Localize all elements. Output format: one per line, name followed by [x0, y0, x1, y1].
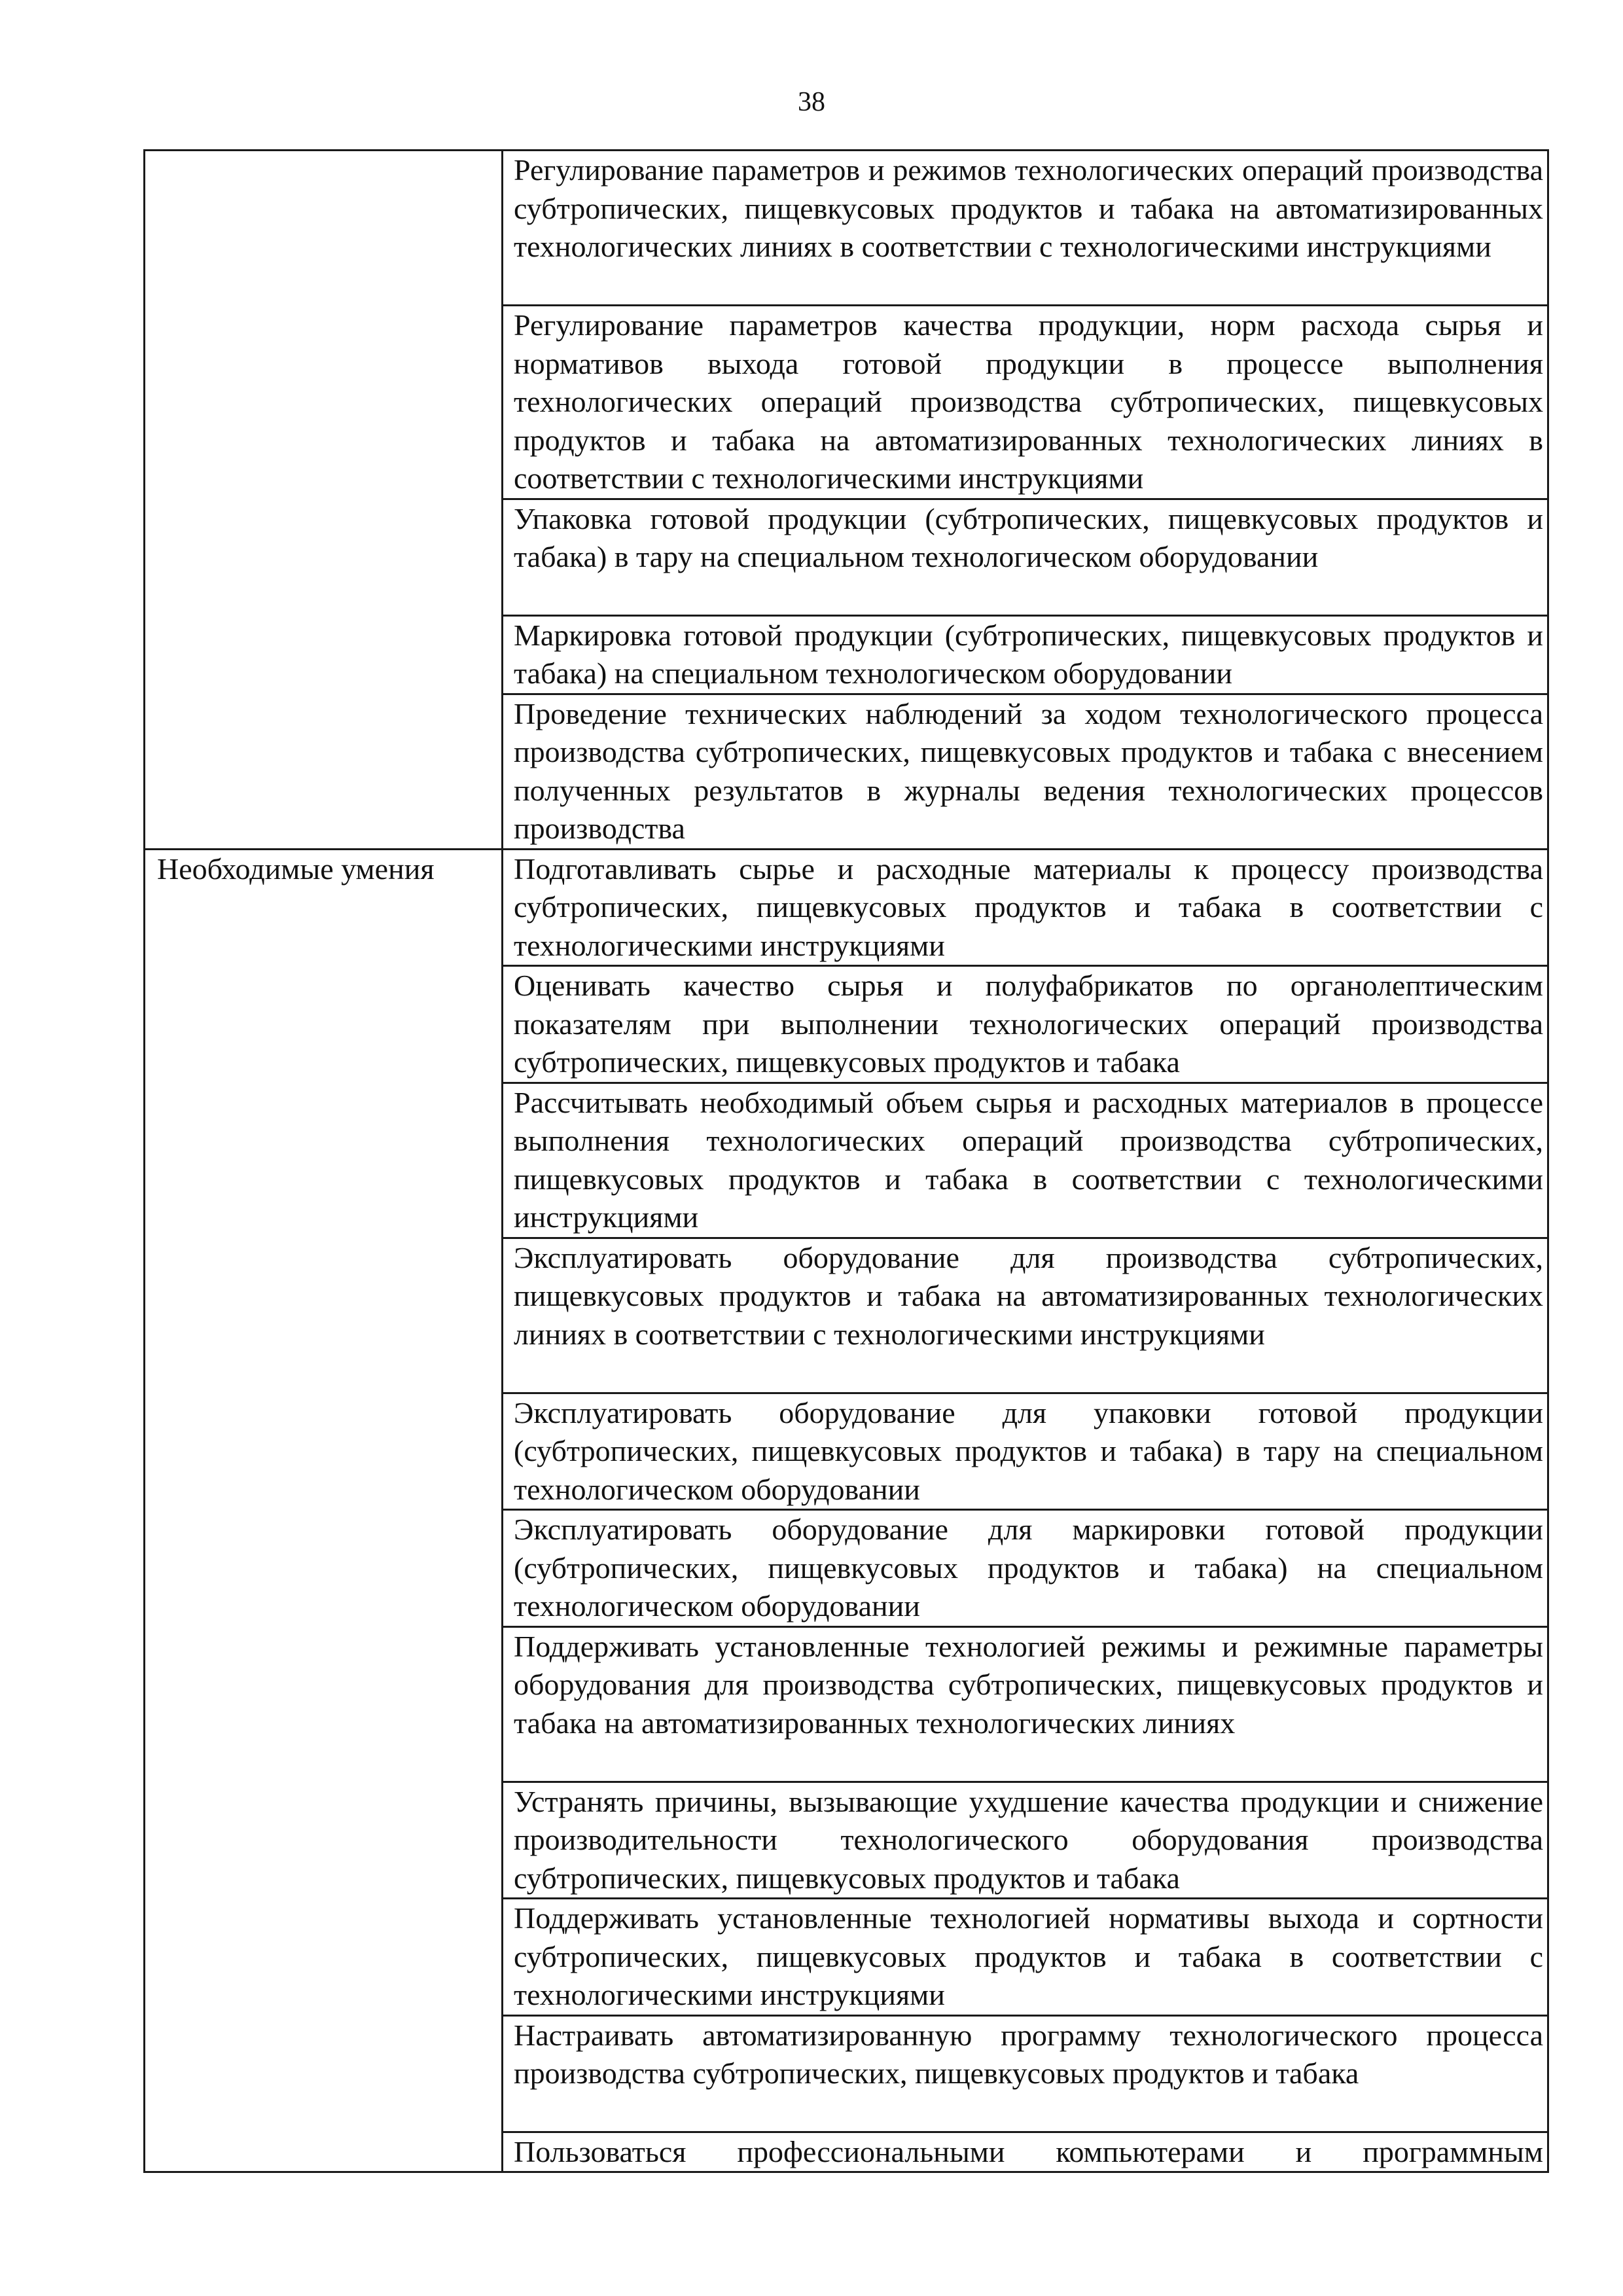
requirements-table: [143, 149, 1549, 2173]
table-cell: Рассчитывать необходимый объем сырья и расходных материалов в процессе выполнения технологических операций производства субтропических, пищевкусовых продуктов и табака в соответствии с технологическими инструкциями: [503, 1083, 1548, 1238]
table-cell: Пользоваться профессиональными компьютерами и программным: [503, 2132, 1548, 2172]
page-number: 38: [798, 87, 825, 117]
table-cell: Поддерживать установленные технологией режимы и режимные параметры оборудования для производства субтропических, пищевкусовых продуктов и табака на автоматизированных технологических линиях: [503, 1626, 1548, 1782]
table-cell: Упаковка готовой продукции (субтропических, пищевкусовых продуктов и табака) в тару на специальном технологическом оборудовании: [503, 499, 1548, 615]
table-cell: Проведение технических наблюдений за ходом технологического процесса производства субтропических, пищевкусовых продуктов и табака с внесением полученных результатов в журналы ведения технологических процессов производства: [503, 694, 1548, 849]
table-cell: Подготавливать сырье и расходные материалы к процессу производства субтропических, пищевкусовых продуктов и табака в соответствии с технологическими инструкциями: [503, 849, 1548, 966]
table-cell: Регулирование параметров качества продукции, норм расхода сырья и нормативов выхода готовой продукции в процессе выполнения технологических операций производства субтропических, пищевкусовых продуктов и табака на автоматизированных технологических линиях в соответствии с технологическими инструкциями: [503, 306, 1548, 499]
table-row: [145, 151, 1548, 306]
section-label: [145, 151, 503, 850]
table-cell: Оценивать качество сырья и полуфабрикатов по органолептическим показателям при выполнении технологических операций производства субтропических, пищевкусовых продуктов и табака: [503, 966, 1548, 1083]
table-cell: Поддерживать установленные технологией нормативы выхода и сортности субтропических, пищевкусовых продуктов и табака в соответствии с технологическими инструкциями: [503, 1899, 1548, 2016]
section-label: Необходимые умения: [145, 849, 503, 2172]
table-cell: Устранять причины, вызывающие ухудшение качества продукции и снижение производительности технологического оборудования производства субтропических, пищевкусовых продуктов и табака: [503, 1782, 1548, 1899]
table-row: [145, 849, 1548, 966]
table-cell: Эксплуатировать оборудование для маркировки готовой продукции (субтропических, пищевкусовых продуктов и табака) на специальном технологическом оборудовании: [503, 1510, 1548, 1627]
table-cell: Эксплуатировать оборудование для упаковки готовой продукции (субтропических, пищевкусовых продуктов и табака) в тару на специальном технологическом оборудовании: [503, 1393, 1548, 1510]
table-cell: Настраивать автоматизированную программу технологического процесса производства субтропических, пищевкусовых продуктов и табака: [503, 2015, 1548, 2132]
table-cell: Маркировка готовой продукции (субтропических, пищевкусовых продуктов и табака) на специальном технологическом оборудовании: [503, 615, 1548, 694]
table-cell: Регулирование параметров и режимов технологических операций производства субтропических, пищевкусовых продуктов и табака на автоматизированных технологических линиях в соответствии с технологическими инструкциями: [503, 151, 1548, 306]
table-cell: Эксплуатировать оборудование для производства субтропических, пищевкусовых продуктов и табака на автоматизированных технологических линиях в соответствии с технологическими инструкциями: [503, 1238, 1548, 1393]
